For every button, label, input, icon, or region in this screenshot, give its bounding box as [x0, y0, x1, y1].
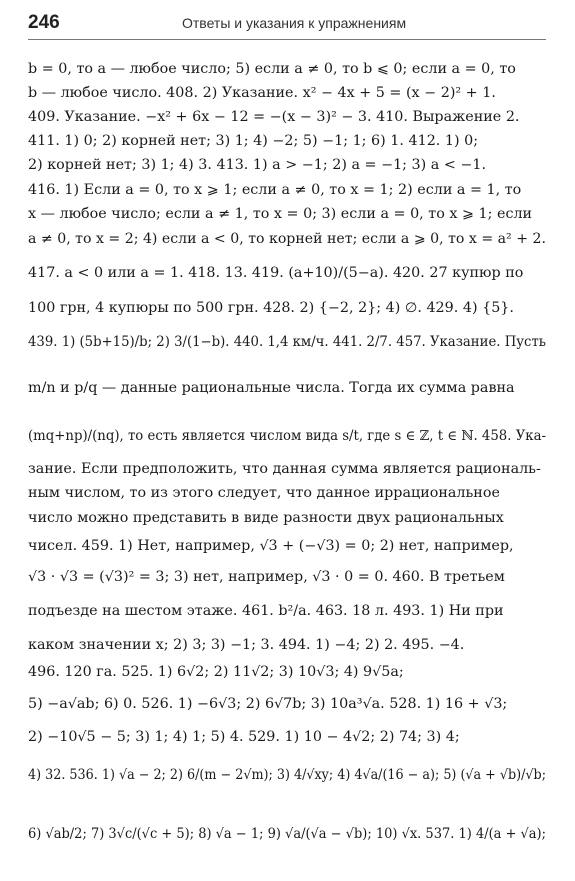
text-line: 416. 1) Если a = 0, то x ⩾ 1; если a ≠ 0, то x = 1; 2) если a = 1, то [28, 182, 522, 198]
text-line: 417. a < 0 или a = 1. 418. 13. 419. (a+10)/(5−a). 420. 27 купюр по [28, 265, 524, 281]
text-line: 496. 120 га. 525. 1) 6√2; 2) 11√2; 3) 10√3; 4) 9√5a; [28, 664, 404, 680]
text-line: 2) −10√5 − 5; 3) 1; 4) 1; 5) 4. 529. 1) 10 − 4√2; 2) 74; 3) 4; [28, 729, 460, 745]
text-line: 439. 1) (5b+15)/b; 2) 3/(1−b). 440. 1,4 км/ч. 441. 2/7. 457. Указание. Пусть [28, 334, 546, 350]
text-line: чисел. 459. 1) Нет, например, √3 + (−√3) = 0; 2) нет, например, [28, 538, 514, 554]
text-line: 411. 1) 0; 2) корней нет; 3) 1; 4) −2; 5) −1; 1; 6) 1. 412. 1) 0; [28, 133, 479, 149]
text-line: каком значении x; 2) 3; 3) −1; 3. 494. 1) −4; 2) 2. 495. −4. [28, 637, 465, 653]
text-line: b = 0, то a — любое число; 5) если a ≠ 0, то b ⩽ 0; если a = 0, то [28, 61, 516, 77]
text-line: 2) корней нет; 3) 1; 4) 3. 413. 1) a > −1; 2) a = −1; 3) a < −1. [28, 157, 487, 173]
section-title: Ответы и указания к упражнениям [182, 15, 407, 31]
text-line: a ≠ 0, то x = 2; 4) если a < 0, то корней нет; если a ⩾ 0, то x = a² + 2. [28, 231, 546, 247]
text-line: подъезде на шестом этаже. 461. b²/a. 463. 18 л. 493. 1) Ни при [28, 603, 504, 619]
text-line: 409. Указание. −x² + 6x − 12 = −(x − 3)² − 3. 410. Выражение 2. [28, 109, 520, 125]
text-line: ным числом, то из этого следует, что данное иррациональное [28, 485, 500, 501]
text-line: (mq+np)/(nq), то есть является числом вида s/t, где s ∈ ℤ, t ∈ ℕ. 458. Ука- [28, 428, 546, 444]
text-line: √3 · √3 = (√3)² = 3; 3) нет, например, √3 · 0 = 0. 460. В третьем [28, 569, 505, 585]
text-line: 100 грн, 4 купюры по 500 грн. 428. 2) {−2, 2}; 4) ∅. 429. 4) {5}. [28, 300, 514, 316]
text-line: x — любое число; если a ≠ 1, то x = 0; 3) если a = 0, то x ⩾ 1; если [28, 206, 533, 222]
header-rule [28, 39, 546, 40]
text-line: b — любое число. 408. 2) Указание. x² − 4x + 5 = (x − 2)² + 1. [28, 85, 496, 101]
text-line: m/n и p/q — данные рациональные числа. Тогда их сумма равна [28, 380, 515, 396]
text-line: 6) √ab/2; 7) 3√c/(√c + 5); 8) √a − 1; 9) √a/(√a − √b); 10) √x. 537. 1) 4/(a + √a); [28, 826, 546, 842]
text-line: число можно представить в виде разности двух рациональных [28, 510, 504, 526]
text-line: 5) −a√ab; 6) 0. 526. 1) −6√3; 2) 6√7b; 3) 10a³√a. 528. 1) 16 + √3; [28, 696, 508, 712]
page-header [0, 0, 575, 46]
page-number: 246 [28, 12, 60, 33]
text-line: зание. Если предположить, что данная сумма является рациональ- [28, 461, 541, 477]
text-line: 4) 32. 536. 1) √a − 2; 2) 6/(m − 2√m); 3) 4/√xy; 4) 4√a/(16 − a); 5) (√a + √b)/√b; [28, 767, 546, 783]
